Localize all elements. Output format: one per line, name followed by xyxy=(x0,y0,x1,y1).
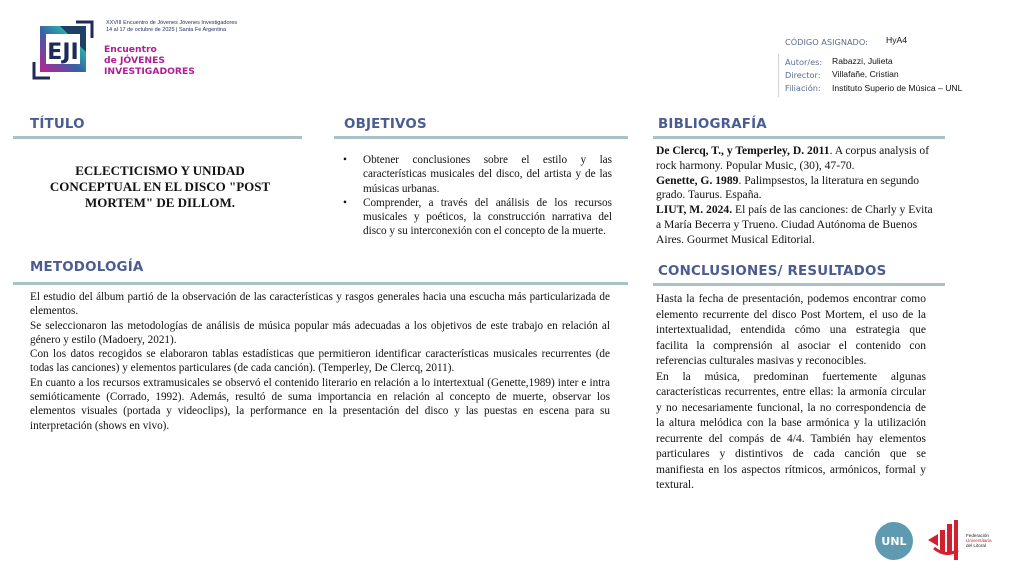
conclusions-paragraph: Hasta la fecha de presentación, podemos encontrar como elemento recurrente del disco Post Mortem, el uso de la intertextualidad, entendida cómo una estrategia que facilita la comprensión al asociar el contenido con referencias culturales masivas y reconocibles. xyxy=(656,293,926,367)
methodology-rule xyxy=(13,282,628,285)
brand-line-2: de JÓVENES xyxy=(104,55,165,66)
director-label: Director: xyxy=(785,70,821,80)
svg-text:EJI: EJI xyxy=(47,40,79,65)
bullet-icon: • xyxy=(343,154,347,166)
methodology-text xyxy=(30,290,610,433)
title-heading: TÍTULO xyxy=(30,117,85,132)
unl-logo-label: UNL xyxy=(881,534,907,548)
brand-line-1: Encuentro xyxy=(104,44,157,55)
meta-divider xyxy=(778,54,779,97)
objective-item: • Obtener conclusiones sobre el estilo y las características musicales del disco, del artista y de las músicas urbanas. xyxy=(343,154,612,195)
bibliography-entry: Genette, G. 1989. Palimpsestos, la literatura en segundo grado. Taurus. España. xyxy=(656,173,920,202)
eji-logo-icon xyxy=(30,18,96,82)
bibliography-list xyxy=(656,144,940,248)
event-dates: 14 al 17 de octubre de 2025 | Santa Fe Argentina xyxy=(106,27,227,33)
methodology-paragraph: En cuanto a los recursos extramusicales se observó el contenido literario en relación a lo intertextual (Genette,1989) inter e intra semióticamente (Corrado, 1992). Además, resultó de suma importancia en relación al concepto de muerte, observar los elementos visuales (portada y videoclips), la performance en la presentación del disco y las puestas en escena para su interpretación (shows en vivo). xyxy=(30,376,610,432)
bibliography-rule xyxy=(653,136,945,139)
conclusions-paragraph: En la música, predominan fuertemente algunas características recurrentes, entre ellas: la armonía circular y no necesariamente funcional, la no correspondencia de la altura melódica con la base armónica y la utilización recurrente del compás de 4/4. También hay elementos particulares y distintivos de cada canción que se manifiesta en los aspectos rítmicos, armónicos, formal y textural. xyxy=(656,370,926,491)
fuel-line-1: Federación xyxy=(966,533,989,538)
author-label: Autor/es: xyxy=(785,57,823,67)
code-value: HyA4 xyxy=(886,35,908,45)
conclusions-text xyxy=(656,292,926,494)
fuel-line-2: Universitaria xyxy=(966,538,992,543)
fuel-line-3: del Litoral xyxy=(966,543,986,548)
conclusions-rule xyxy=(653,283,945,286)
bullet-icon: • xyxy=(343,196,347,209)
poster-title: ECLECTICISMO Y UNIDAD CONCEPTUAL EN EL DISCO "POST MORTEM" DE DILLOM. xyxy=(49,163,271,210)
methodology-paragraph: Con los datos recogidos se elaboraron tablas estadísticas que permitieron identificar características musicales recurrentes (de todas las canciones) y elementos particulares (de cada canción). (Temperley, De Clercq, 2011). xyxy=(30,348,610,375)
unl-logo xyxy=(875,522,913,560)
methodology-paragraph: El estudio del álbum partió de la observación de las características y rasgos generales hacia una escucha más particularizada de elementos. xyxy=(30,291,610,318)
affiliation-value: Instituto Superio de Música – UNL xyxy=(832,83,963,93)
bibliography-entry: De Clercq, T., y Temperley, D. 2011. A corpus analysis of rock harmony. Popular Music, (30), 47-70. xyxy=(656,144,930,172)
objectives-rule xyxy=(334,136,628,139)
objectives-heading: OBJETIVOS xyxy=(344,117,427,132)
bibliography-entry: LIUT, M. 2024. El país de las canciones: de Charly y Evita a María Becerra y Trueno. Ciudad Autónoma de Buenos Aires. Gourmet Musical Editorial. xyxy=(656,203,933,246)
title-rule xyxy=(13,136,302,139)
code-label: CÓDIGO ASIGNADO: xyxy=(785,37,868,47)
methodology-heading: METODOLOGÍA xyxy=(30,260,144,275)
fuel-logo-icon xyxy=(928,520,964,562)
objectives-list xyxy=(339,153,612,239)
conclusions-heading: CONCLUSIONES/ RESULTADOS xyxy=(658,264,887,279)
brand-line-3: INVESTIGADORES xyxy=(104,66,195,77)
eji-logo xyxy=(30,18,96,82)
event-name: XXVIII Encuentro de Jóvenes Jóvenes Investigadores xyxy=(106,20,238,26)
bibliography-heading: BIBLIOGRAFÍA xyxy=(658,117,767,132)
objective-item: • Comprender, a través del análisis de los recursos musicales y poéticos, la construcción narrativa del disco y su interconexión con el concepto de la muerte. xyxy=(343,196,612,238)
affiliation-label: Filiación: xyxy=(785,83,821,93)
author-value: Rabazzi, Julieta xyxy=(832,56,893,66)
director-value: Villafañe, Cristian xyxy=(832,69,899,79)
methodology-paragraph: Se seleccionaron las metodologías de análisis de música popular más adecuadas a los objetivos de este trabajo en relación al género y estilo (Madoery, 2021). xyxy=(30,319,610,346)
